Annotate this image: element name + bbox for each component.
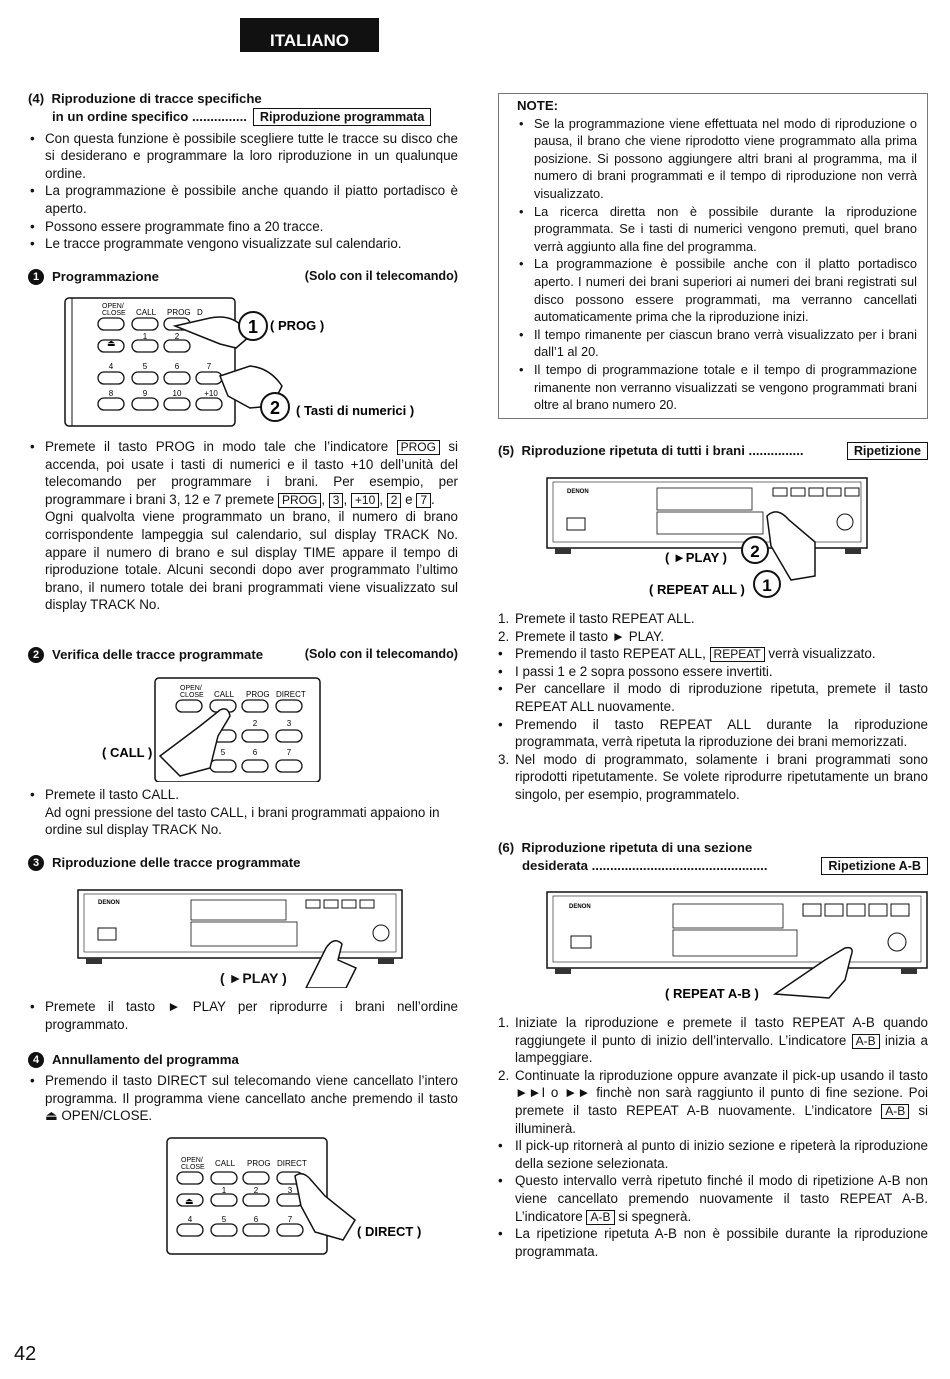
list-item: • Possono essere programmate fino a 20 tracce. xyxy=(28,218,458,236)
step-4-heading xyxy=(28,1051,458,1069)
svg-text:2: 2 xyxy=(252,719,258,728)
language-banner: ITALIANO xyxy=(240,18,379,52)
svg-text:4: 4 xyxy=(108,362,114,371)
svg-text:9: 9 xyxy=(142,389,148,398)
remote-direct-illustration xyxy=(165,1136,435,1256)
list-item: • La ripetizione ripetuta A-B non è possibile durante la riproduzione programmata. xyxy=(498,1226,928,1259)
svg-text:2: 2 xyxy=(750,542,760,561)
cd-player-repeat-illustration xyxy=(545,476,930,602)
svg-text:CLOSE: CLOSE xyxy=(181,1164,205,1171)
key-plus10: +10 xyxy=(351,493,379,508)
svg-text:CALL: CALL xyxy=(214,690,235,699)
list-item: • La programmazione è possibile anche con il platto portadisco aperto. I numeri dei brani superiori ai numeri dei brani registrati sul disco possono essere programmati, ma verranno cancellati automaticamente prima che la riproduzione inizi. xyxy=(517,255,917,325)
step-2-title: Verifica delle tracce programmate xyxy=(52,647,264,662)
key-7: 7 xyxy=(416,493,431,508)
step-4-number: 4 xyxy=(28,1052,44,1068)
svg-text:7: 7 xyxy=(287,1215,293,1224)
section-6-title-line2: desiderata ................................................ xyxy=(522,857,768,873)
section-4-heading-line2 xyxy=(28,108,458,126)
key-2: 2 xyxy=(387,493,402,508)
svg-text:6: 6 xyxy=(253,1215,259,1224)
call-key xyxy=(132,318,158,330)
svg-text:+10: +10 xyxy=(204,389,218,398)
ab-indicator: A-B xyxy=(852,1034,880,1049)
svg-text:5: 5 xyxy=(221,1215,227,1224)
svg-text:3: 3 xyxy=(286,719,292,728)
list-item: 2. Continuate la riproduzione oppure avanzate il pick-up usando il tasto ►►I o ►► finchè non sarà raggiunto il punto di fine sezione. Poi premete il tasto REPEAT A-B nuovamente. L’indicatore A-B si illuminerà. xyxy=(498,1067,928,1136)
section-4-number: (4) xyxy=(28,91,45,106)
list-item: • Per cancellare il modo di riproduzione ripetuta, premete il tasto REPEAT ALL nuovamente. xyxy=(498,681,928,714)
step-1-paragraph-2: Ogni qualvolta viene programmato un brano, il numero di brano corrispondente lampeggia sul calendario, sul display TRACK No. appare il numero di brano e sul display TIME appare il tempo di riproduzione totale. Alcuni secondi dopo aver programmato l’ultimo brano, il numero totale dei brani programmati viene visualizzato sul display TRACK No. xyxy=(45,509,458,613)
section-6-list xyxy=(498,1014,928,1260)
step-3-number: 3 xyxy=(28,855,44,871)
section-4-bullets xyxy=(28,130,458,253)
list-item: • La programmazione è possibile anche quando il piatto portadisco è aperto. xyxy=(28,182,458,217)
callout-repeat-all: ( REPEAT ALL ) xyxy=(649,582,745,597)
section-4-heading xyxy=(28,90,458,108)
callout-repeat-ab: ( REPEAT A-B ) xyxy=(665,986,759,1001)
key-3: 3 xyxy=(329,493,344,508)
step-3-heading xyxy=(28,854,458,872)
svg-text:2: 2 xyxy=(269,398,281,418)
svg-text:10: 10 xyxy=(172,389,182,398)
svg-text:DIRECT: DIRECT xyxy=(277,1159,307,1168)
remote-call-illustration xyxy=(100,676,330,782)
cd-player-repeat-ab-illustration xyxy=(545,890,930,1004)
step-1-title: Programmazione xyxy=(52,269,159,284)
svg-text:5: 5 xyxy=(142,362,148,371)
svg-text:2: 2 xyxy=(174,332,180,341)
list-item: 2. Premete il tasto ► PLAY. xyxy=(498,628,664,644)
callout-numeric-keys: ( Tasti di numerici ) xyxy=(296,403,415,418)
list-item: • Se la programmazione viene effettuata nel modo di riproduzione o pausa, il brano che viene riprodotto viene programmato alla prima posizione. Si possono aggiungere altri brani al programma, ma il numero di brani programmati e il tempo di riproduzione non verrà visualizzato. xyxy=(517,115,917,203)
svg-text:CLOSE: CLOSE xyxy=(180,692,204,699)
list-item: • Premendo il tasto REPEAT ALL durante la riproduzione programmata, verrà ripetuta la riproduzione dei brani memorizzati. xyxy=(498,716,928,750)
svg-text:5: 5 xyxy=(220,748,226,757)
list-item: • Premete il tasto CALL. Ad ogni pressione del tasto CALL, i brani programmati appaiono in ordine sul display TRACK No. xyxy=(28,786,458,839)
section-4 xyxy=(28,90,458,253)
callout-prog: ( PROG ) xyxy=(270,318,325,333)
svg-text:1: 1 xyxy=(762,576,772,595)
svg-text:DENON: DENON xyxy=(569,904,591,910)
list-item: 3. Nel modo di programmato, solamente i brani programmati sono riprodotti ripetutamente. Se volete riprodurre ripetutamente un brano singolo, per esempio, programmatelo. xyxy=(498,751,928,802)
key-prog: PROG xyxy=(278,493,321,508)
remote-label-direct: D xyxy=(197,308,203,317)
svg-text:1: 1 xyxy=(142,332,148,341)
section-5-heading xyxy=(498,442,928,460)
svg-text:1: 1 xyxy=(221,1186,227,1195)
step-1-text xyxy=(28,438,458,614)
remote-label-call: CALL xyxy=(136,308,157,317)
svg-text:7: 7 xyxy=(206,362,212,371)
remote-prog-illustration xyxy=(60,296,460,428)
list-item: • Le tracce programmate vengono visualizzate sul calendario. xyxy=(28,235,458,253)
callout-call: ( CALL ) xyxy=(102,745,153,760)
svg-text:DENON: DENON xyxy=(567,489,589,495)
page-number: 42 xyxy=(14,1343,37,1365)
list-item: • Il tempo rimanente per ciascun brano verrà visualizzato per i brani dall’1 al 20. xyxy=(517,326,917,361)
step-1-heading xyxy=(28,268,458,286)
list-item: • Questo intervallo verrà ripetuto finché il modo di ripetizione A-B non viene cancellato premendo nuovamente il tasto REPEAT A-B. L’indicatore A-B si spegnerà. xyxy=(498,1173,928,1224)
list-item: • Premete il tasto PROG in modo tale che l’indicatore PROG si accenda, poi usate i tasti di numerici e il tasto +10 dell’unità del telecomando per programmare i brani. Per esempio, per programmare i brani 3, 12 e 7 premete PROG , 3 , +10 , 2 e 7 . Ogni qualvolta viene programmato un brano, il numero di brano corrispondente lampeggia sul calendario, sul display TRACK No. appare il numero di brano e sul display TIME appare il tempo di riproduzione totale. Alcuni secondi dopo aver programmato l’ultimo brano, il numero totale dei brani programmati viene visualizzato sul display TRACK No. xyxy=(28,438,458,614)
open-close-key xyxy=(98,318,124,330)
list-item: • La ricerca diretta non è possibile durante la riproduzione programmata. Se i tasti di numerici vengono premuti, quel brano verrà aggiunto alla fine del programma. xyxy=(517,203,917,256)
ab-indicator: A-B xyxy=(586,1210,614,1225)
step-4-text xyxy=(28,1072,458,1125)
section-5-title: Riproduzione ripetuta di tutti i brani ............... xyxy=(521,443,804,459)
svg-text:1: 1 xyxy=(247,317,259,337)
section-6-number: (6) xyxy=(498,840,515,855)
callout-play: ( ►PLAY ) xyxy=(665,550,727,565)
svg-text:4: 4 xyxy=(187,1215,193,1224)
remote-label-close: CLOSE xyxy=(102,310,126,317)
notes-title: NOTE: xyxy=(517,98,559,113)
svg-text:PROG: PROG xyxy=(246,690,270,699)
notes-box xyxy=(498,93,928,419)
svg-text:OPEN/: OPEN/ xyxy=(180,685,202,692)
list-item: • Il tempo di programmazione totale e il tempo di programmazione rimanente non verranno visualizzati se vengono programmati brani oltre al brano numero 20. xyxy=(517,361,917,414)
section-4-title-line1: Riproduzione di tracce specifiche xyxy=(51,91,262,106)
step-1-number: 1 xyxy=(28,269,44,285)
section-5-list xyxy=(498,610,928,804)
step-1-note: (Solo con il telecomando) xyxy=(304,269,458,283)
svg-text:7: 7 xyxy=(286,748,292,757)
list-item: 1. Premete il tasto REPEAT ALL. xyxy=(498,611,695,626)
step-2-heading xyxy=(28,646,458,664)
svg-text:8: 8 xyxy=(108,389,114,398)
svg-text:6: 6 xyxy=(252,748,258,757)
ab-indicator: A-B xyxy=(881,1104,909,1119)
list-item: • Premete il tasto ► PLAY per riprodurre i brani nell’ordine programmato. xyxy=(28,998,458,1033)
list-item: • Premendo il tasto REPEAT ALL, REPEAT verrà visualizzato. xyxy=(498,646,876,662)
list-item: 1. Iniziate la riproduzione e premete il tasto REPEAT A-B quando raggiungete il punto di inizio dell’intervallo. L’indicatore A-B inizia a lampeggiare. xyxy=(498,1015,928,1066)
step-2-text xyxy=(28,786,458,839)
svg-text:3: 3 xyxy=(287,1186,293,1195)
remote-label-prog: PROG xyxy=(167,308,191,317)
list-item: • Premendo il tasto DIRECT sul telecomando viene cancellato l’intero programma. Il programma viene cancellato anche premendo il tasto ⏏ OPEN/CLOSE. xyxy=(28,1072,458,1125)
step-3-text xyxy=(28,998,458,1033)
svg-text:DENON: DENON xyxy=(98,900,120,906)
callout-play: ( ►PLAY ) xyxy=(220,970,287,986)
svg-text:CALL: CALL xyxy=(215,1159,236,1168)
section-5-tag: Ripetizione xyxy=(847,442,928,460)
svg-text:OPEN/: OPEN/ xyxy=(181,1157,203,1164)
section-5-number: (5) xyxy=(498,443,515,459)
prog-indicator: PROG xyxy=(397,440,440,455)
hand-icon xyxy=(295,1174,355,1240)
list-item: • Con questa funzione è possibile scegliere tutte le tracce su disco che si desiderano e programmare la loro riproduzione in un qualunque ordine. xyxy=(28,130,458,183)
section-4-tag: Riproduzione programmata xyxy=(253,108,431,126)
step-4-title: Annullamento del programma xyxy=(52,1052,239,1067)
callout-direct: ( DIRECT ) xyxy=(357,1224,422,1239)
eject-icon: ⏏ xyxy=(107,338,116,348)
step-2-note: (Solo con il telecomando) xyxy=(304,647,458,661)
svg-text:2: 2 xyxy=(253,1186,259,1195)
svg-text:DIRECT: DIRECT xyxy=(276,690,306,699)
section-6-title-line1: Riproduzione ripetuta di una sezione xyxy=(521,840,753,855)
step-2-number: 2 xyxy=(28,647,44,663)
list-item: • Il pick-up ritornerà al punto di inizio sezione e ripeterà la riproduzione della sezione selezionata. xyxy=(498,1138,928,1171)
svg-text:PROG: PROG xyxy=(247,1159,271,1168)
eject-icon: ⏏ xyxy=(185,1196,194,1206)
list-item: • I passi 1 e 2 sopra possono essere invertiti. xyxy=(498,663,773,679)
section-6-heading xyxy=(498,839,928,875)
section-4-title-line2: in un ordine specifico ............... xyxy=(52,108,247,124)
section-6-tag: Ripetizione A-B xyxy=(821,857,928,875)
repeat-indicator: REPEAT xyxy=(710,647,765,662)
step-3-title: Riproduzione delle tracce programmate xyxy=(52,855,301,870)
remote-label-open: OPEN/ xyxy=(102,303,124,310)
svg-text:6: 6 xyxy=(174,362,180,371)
